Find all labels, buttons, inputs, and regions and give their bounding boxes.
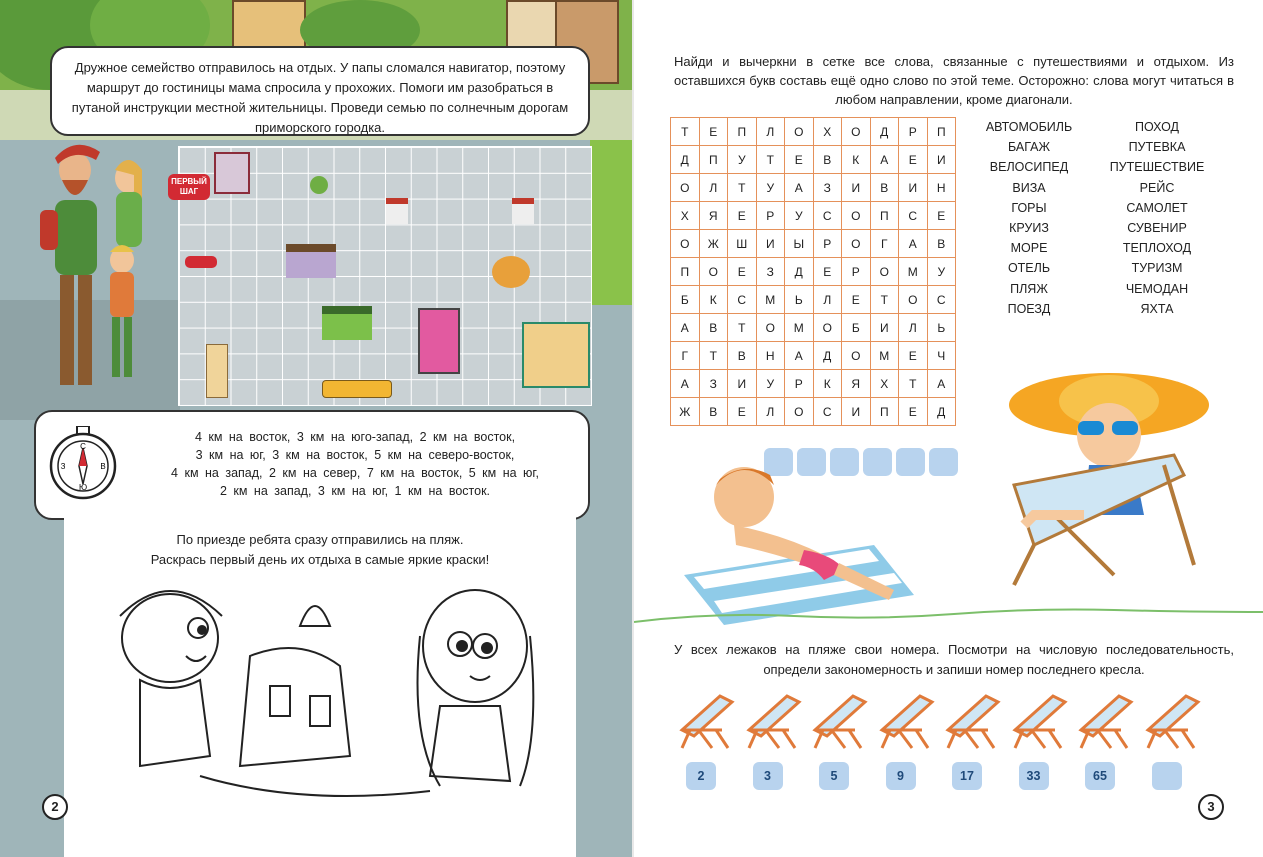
wordsearch-cell[interactable]: Н [756, 342, 785, 370]
wordsearch-cell[interactable]: Х [671, 202, 700, 230]
wordsearch-cell[interactable]: И [927, 146, 956, 174]
word-item: ПОЕЗД [1007, 301, 1051, 316]
wordsearch-cell[interactable]: С [813, 398, 842, 426]
lounge-chair-icon [1142, 690, 1204, 750]
wordsearch-cell[interactable]: К [699, 286, 728, 314]
lounge-chair-icon [1009, 690, 1071, 750]
wordsearch-cell[interactable]: И [842, 398, 871, 426]
tree-icon [492, 256, 530, 288]
word-item: РЕЙС [1139, 180, 1175, 195]
lounge-chair-icon [1075, 690, 1137, 750]
wordsearch-cell[interactable]: Л [899, 314, 928, 342]
wordsearch-cell[interactable]: К [842, 146, 871, 174]
wordsearch-cell[interactable]: Е [899, 146, 928, 174]
wordsearch-cell[interactable]: Е [842, 286, 871, 314]
grass [590, 140, 632, 305]
wordsearch-cell[interactable]: Р [756, 202, 785, 230]
wordsearch-row [671, 370, 956, 398]
wordsearch-cell[interactable]: О [671, 174, 700, 202]
wordsearch-cell[interactable]: С [899, 202, 928, 230]
page-number: 3 [1198, 794, 1224, 820]
wordsearch-cell[interactable]: Ж [699, 230, 728, 258]
sequence-number: 3 [753, 762, 783, 790]
wordsearch-cell[interactable]: В [870, 174, 899, 202]
wordsearch-cell[interactable]: О [870, 258, 899, 286]
house-icon [214, 152, 250, 194]
wordsearch-cell[interactable]: М [756, 286, 785, 314]
house-icon [322, 306, 372, 340]
wordsearch-cell[interactable]: Т [728, 314, 757, 342]
wordsearch-cell[interactable]: П [671, 258, 700, 286]
lounge-chair-icon [876, 690, 938, 750]
wordsearch-cell[interactable]: П [927, 118, 956, 146]
wordsearch-cell[interactable]: Ь [927, 314, 956, 342]
boy-illustration [674, 455, 934, 625]
wordsearch-cell[interactable]: З [756, 258, 785, 286]
wordsearch-cell[interactable]: В [699, 314, 728, 342]
wordsearch-cell[interactable]: М [785, 314, 814, 342]
wordsearch-cell[interactable]: Т [899, 370, 928, 398]
wordsearch-cell[interactable]: Д [813, 342, 842, 370]
wordsearch-cell[interactable]: В [927, 230, 956, 258]
wordsearch-cell[interactable]: Е [899, 398, 928, 426]
lounge-chair-icon [743, 690, 805, 750]
sequence-instructions: У всех лежаков на пляже свои номера. Посмотри на числовую последовательность, определи закономерность и запиши номер последнего кресла. [674, 642, 1234, 677]
wordsearch-cell[interactable]: А [927, 370, 956, 398]
lounge-chair-icon [942, 690, 1004, 750]
wordsearch-cell[interactable]: Б [671, 286, 700, 314]
wordsearch-cell[interactable]: М [899, 258, 928, 286]
wordsearch-cell[interactable]: Ы [785, 230, 814, 258]
wordsearch-cell[interactable]: И [728, 370, 757, 398]
wordsearch-row [671, 202, 956, 230]
word-item: ЧЕМОДАН [1125, 281, 1189, 296]
word-item: ГОРЫ [1011, 200, 1047, 215]
wordsearch-cell[interactable]: У [785, 202, 814, 230]
page-number: 2 [42, 794, 68, 820]
compass-w: З [60, 462, 66, 471]
wordsearch-cell[interactable]: С [728, 286, 757, 314]
compass-icon [46, 426, 120, 500]
car-icon [185, 256, 217, 268]
wordsearch-cell[interactable]: К [813, 370, 842, 398]
wordsearch-cell[interactable]: Т [728, 174, 757, 202]
beach-text-line: По приезде ребята сразу отправились на пляж. [176, 532, 464, 547]
wordsearch-row [671, 286, 956, 314]
word-item: ЯХТА [1140, 301, 1174, 316]
wordsearch-cell[interactable]: Д [785, 258, 814, 286]
sequence-number: 17 [952, 762, 982, 790]
wordsearch-cell[interactable]: Х [813, 118, 842, 146]
wordsearch-cell[interactable]: Е [927, 202, 956, 230]
wordsearch-cell[interactable]: Е [699, 118, 728, 146]
wordsearch-cell[interactable]: У [756, 370, 785, 398]
wordsearch-cell[interactable]: О [899, 286, 928, 314]
wordsearch-cell[interactable]: Р [842, 258, 871, 286]
wordsearch-row [671, 230, 956, 258]
word-item: КРУИЗ [1009, 221, 1049, 236]
lounge-chair-icon [676, 690, 738, 750]
wordsearch-row [671, 118, 956, 146]
wordsearch-cell[interactable]: Е [785, 146, 814, 174]
sequence-number: 5 [819, 762, 849, 790]
intro-text: Дружное семейство отправилось на отдых. У папы сломался навигатор, поэтому маршрут до гостиницы мама спросила у прохожих. Помоги им разобраться в путаной инструкции местной жительницы. Проведи семью по солнечным дорогам приморского городка. [50, 46, 590, 136]
wordsearch-cell[interactable]: Г [671, 342, 700, 370]
word-item: ПОХОД [1135, 120, 1179, 134]
wordsearch-cell[interactable]: А [870, 146, 899, 174]
wordsearch-cell[interactable]: Р [785, 370, 814, 398]
instruction-line: 2 км на запад, 3 км на юг, 1 км на восток. [219, 484, 491, 498]
wordsearch-cell[interactable]: Т [870, 286, 899, 314]
word-item: САМОЛЕТ [1126, 200, 1188, 215]
instruction-line: 4 км на запад, 2 км на север, 7 км на восток, 5 км на юг, [171, 466, 539, 480]
word-item: ТУРИЗМ [1131, 261, 1183, 276]
word-item: ПЛЯЖ [1010, 281, 1048, 296]
wordsearch-cell[interactable]: О [842, 118, 871, 146]
wordsearch-cell[interactable]: У [756, 174, 785, 202]
word-item: ПУТЕВКА [1128, 140, 1186, 155]
wordsearch-cell[interactable]: З [699, 370, 728, 398]
wordsearch-cell[interactable]: Ж [671, 398, 700, 426]
wordsearch-cell[interactable]: Р [899, 118, 928, 146]
house-icon [386, 198, 408, 224]
wordsearch-cell[interactable]: П [870, 398, 899, 426]
wordsearch-cell[interactable]: Я [699, 202, 728, 230]
wordsearch-cell[interactable]: А [671, 370, 700, 398]
wordsearch-cell[interactable]: Л [813, 286, 842, 314]
house-icon [512, 198, 534, 224]
wordsearch-cell[interactable]: М [870, 342, 899, 370]
wordsearch-cell[interactable]: И [899, 174, 928, 202]
wordsearch-cell[interactable]: П [728, 118, 757, 146]
family-illustration [30, 130, 170, 400]
sequence-number: 9 [886, 762, 916, 790]
wordsearch-cell[interactable]: Л [756, 398, 785, 426]
word-item: ВИЗА [1012, 180, 1046, 195]
tower-icon [206, 344, 228, 398]
wordsearch-cell[interactable]: О [842, 342, 871, 370]
wordsearch-cell[interactable]: О [756, 314, 785, 342]
word-item: СУВЕНИР [1127, 221, 1187, 236]
beach-text [70, 530, 570, 570]
wordsearch-cell[interactable]: З [813, 174, 842, 202]
instruction-line: 4 км на восток, 3 км на юго-запад, 2 км на восток, [194, 430, 516, 444]
wordsearch-cell[interactable]: О [671, 230, 700, 258]
beach-text-line: Раскрась первый день их отдыха в самые яркие краски! [150, 552, 490, 567]
wordsearch-cell[interactable]: Я [842, 370, 871, 398]
word-list-column [974, 117, 1084, 319]
sequence-number[interactable] [1152, 762, 1182, 790]
wordsearch-cell[interactable]: Е [728, 202, 757, 230]
wordsearch-cell[interactable]: Ш [728, 230, 757, 258]
wordsearch-cell[interactable]: А [671, 314, 700, 342]
wordsearch-instructions: Найди и вычеркни в сетке все слова, связанные с путешествиями и отдыхом. Из оставшихся букв составь ещё одно слово по этой теме. Осторожно: слова могут читаться в любом направлении, кроме диагонали. [674, 54, 1234, 107]
house-icon [286, 244, 336, 278]
wordsearch-cell[interactable]: А [785, 342, 814, 370]
wordsearch-cell[interactable]: Ь [785, 286, 814, 314]
wordsearch-cell[interactable]: О [785, 398, 814, 426]
wordsearch-cell[interactable]: Л [699, 174, 728, 202]
word-item: ОТЕЛЬ [1007, 261, 1051, 276]
word-item: МОРЕ [1010, 241, 1048, 256]
route-instructions [130, 428, 580, 500]
wordsearch-cell[interactable]: О [842, 202, 871, 230]
sequence-number: 2 [686, 762, 716, 790]
wordsearch-cell[interactable]: В [813, 146, 842, 174]
wordsearch-cell[interactable]: С [813, 202, 842, 230]
wordsearch-cell[interactable]: О [785, 118, 814, 146]
wordsearch-cell[interactable]: Д [870, 118, 899, 146]
wordsearch-cell[interactable]: У [927, 258, 956, 286]
right-page [634, 0, 1263, 857]
wordsearch-cell[interactable]: Д [927, 398, 956, 426]
wordsearch-grid[interactable] [670, 117, 956, 426]
wordsearch-cell[interactable]: Л [756, 118, 785, 146]
wordsearch-cell[interactable]: И [842, 174, 871, 202]
wordsearch-row [671, 258, 956, 286]
wordsearch-cell[interactable]: С [927, 286, 956, 314]
word-list-column [1102, 117, 1212, 319]
compass-n: С [80, 442, 86, 451]
wordsearch-row [671, 314, 956, 342]
wordsearch-cell[interactable]: Е [813, 258, 842, 286]
girl-illustration [994, 365, 1209, 590]
word-item: ВЕЛОСИПЕД [989, 160, 1069, 175]
wordsearch-row [671, 342, 956, 370]
wordsearch-cell[interactable]: У [728, 146, 757, 174]
wordsearch-cell[interactable]: Е [899, 342, 928, 370]
wordsearch-row [671, 174, 956, 202]
wordsearch-cell[interactable]: Г [870, 230, 899, 258]
wordsearch-cell[interactable]: Н [927, 174, 956, 202]
coloring-illustration[interactable] [100, 576, 540, 816]
divider-wave [634, 604, 1263, 624]
lounge-chairs [674, 690, 1234, 752]
word-item: БАГАЖ [1007, 140, 1051, 155]
instruction-line: 3 км на юг, 3 км на восток, 5 км на северо-восток, [195, 448, 515, 462]
word-item: АВТОМОБИЛЬ [985, 120, 1073, 134]
wordsearch-cell[interactable]: И [756, 230, 785, 258]
wordsearch-cell[interactable]: О [842, 230, 871, 258]
wordsearch-cell[interactable]: И [870, 314, 899, 342]
wordsearch-cell[interactable]: Т [699, 342, 728, 370]
word-item: ТЕПЛОХОД [1122, 241, 1192, 256]
word-item: ПУТЕШЕСТВИЕ [1109, 160, 1205, 175]
wordsearch-cell[interactable]: Т [671, 118, 700, 146]
wordsearch-cell[interactable]: Т [756, 146, 785, 174]
wordsearch-cell[interactable]: Е [728, 398, 757, 426]
wordsearch-cell[interactable]: А [899, 230, 928, 258]
wordsearch-cell[interactable]: В [699, 398, 728, 426]
wordsearch-cell[interactable]: А [785, 174, 814, 202]
compass-s: Ю [78, 483, 88, 492]
wordsearch-cell[interactable]: П [699, 146, 728, 174]
house-icon [418, 308, 460, 374]
wordsearch-cell[interactable]: В [728, 342, 757, 370]
wordsearch-cell[interactable]: Д [671, 146, 700, 174]
wordsearch-cell[interactable]: Б [842, 314, 871, 342]
sequence-number: 65 [1085, 762, 1115, 790]
sequence-number: 33 [1019, 762, 1049, 790]
first-step-badge: ПЕРВЫЙ ШАГ [168, 174, 210, 200]
wordsearch-cell[interactable]: П [870, 202, 899, 230]
house-icon [522, 322, 590, 388]
wordsearch-row [671, 146, 956, 174]
wordsearch-row [671, 398, 956, 426]
wordsearch-cell[interactable]: О [813, 314, 842, 342]
wordsearch-cell[interactable]: Ч [927, 342, 956, 370]
wordsearch-cell[interactable]: Е [728, 258, 757, 286]
lounge-chair-icon [809, 690, 871, 750]
bus-icon [322, 380, 392, 398]
tree-icon [310, 176, 328, 194]
wordsearch-cell[interactable]: О [699, 258, 728, 286]
wordsearch-cell[interactable]: Р [813, 230, 842, 258]
compass-e: В [100, 462, 106, 471]
wordsearch-cell[interactable]: Х [870, 370, 899, 398]
